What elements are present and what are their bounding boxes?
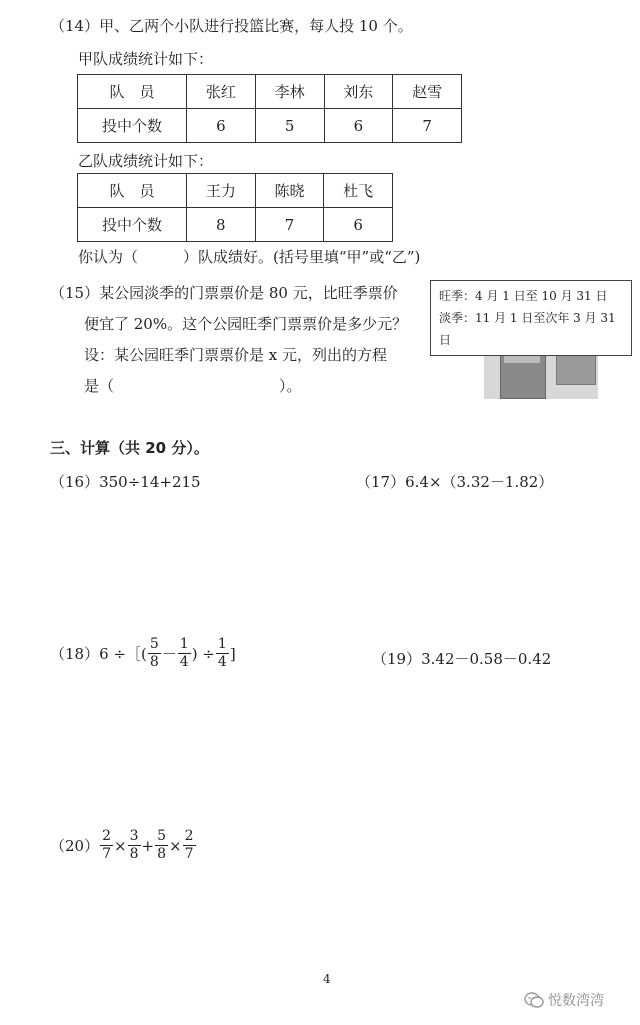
table-cell: 陈晓: [255, 174, 324, 208]
q20-prefix: （20）: [50, 837, 100, 855]
fraction: [184, 828, 195, 863]
team-a-label: 甲队成绩统计如下：: [78, 50, 214, 68]
minus-sign: －: [161, 645, 177, 663]
q14-answer-line: 你认为（ ）队成绩好。(括号里填“甲”或“乙”): [78, 248, 421, 266]
watermark: [524, 990, 604, 1010]
closing-bracket: ]: [229, 644, 236, 663]
section-3-title: 三、计算（共 20 分）。: [50, 439, 209, 457]
numerator: 5: [149, 636, 159, 652]
sign-peak-season: 旺季：4 月 1 日至 10 月 31 日: [439, 289, 608, 303]
team-b-label: 乙队成绩统计如下：: [78, 152, 214, 170]
times-sign: ×: [169, 836, 182, 855]
table-cell: 张红: [187, 75, 256, 109]
table-cell: 8: [187, 208, 256, 242]
denominator: 8: [129, 846, 139, 862]
q19: （19）3.42－0.58－0.42: [372, 650, 552, 668]
fraction: [129, 828, 140, 863]
denominator: 4: [217, 654, 227, 670]
q18-prefix: （18）6 ÷［(: [50, 645, 147, 663]
q18: [50, 636, 236, 671]
table-cell: 队 员: [78, 174, 187, 208]
sign-off-season: 淡季：11 月 1 日至次年 3 月 31 日: [439, 311, 616, 347]
q15-line1: （15）某公园淡季的门票票价是 80 元，比旺季票价: [50, 284, 398, 302]
q15-line4: 是（ ）。: [84, 377, 302, 395]
table-cell: 7: [393, 109, 462, 143]
q17: （17）6.4×（3.32－1.82）: [356, 473, 554, 491]
times-sign: ×: [114, 836, 127, 855]
table-row: [78, 174, 393, 208]
fraction: [217, 636, 228, 671]
numerator: 3: [129, 828, 139, 844]
table-cell: 5: [255, 109, 324, 143]
plus-sign: +: [141, 836, 155, 855]
table-cell: 刘东: [324, 75, 393, 109]
table-cell: 6: [187, 109, 256, 143]
q15-line2: 便宜了 20%。这个公园旺季门票票价是多少元？: [84, 315, 408, 333]
fraction: [149, 636, 160, 671]
season-sign: [430, 280, 632, 356]
team-a-table: [77, 74, 462, 143]
table-cell: 王力: [187, 174, 256, 208]
table-row: [78, 208, 393, 242]
table-cell: 队 员: [78, 75, 187, 109]
denominator: 4: [179, 654, 189, 670]
numerator: 1: [179, 636, 189, 652]
numerator: 2: [184, 828, 194, 844]
fraction: [156, 828, 167, 863]
table-cell: 投中个数: [78, 208, 187, 242]
table-cell: 6: [324, 109, 393, 143]
table-row: [78, 109, 462, 143]
denominator: 7: [102, 846, 112, 862]
team-b-table: [77, 173, 393, 242]
page-number: 4: [323, 972, 331, 986]
q14-title: （14）甲、乙两个小队进行投篮比赛，每人投 10 个。: [50, 17, 413, 35]
table-cell: 7: [255, 208, 324, 242]
numerator: 2: [102, 828, 112, 844]
watermark-text: 悦数湾湾: [548, 993, 604, 1009]
denominator: 8: [157, 846, 167, 862]
fraction: [101, 828, 112, 863]
table-cell: 投中个数: [78, 109, 187, 143]
denominator: 7: [184, 846, 194, 862]
divide-sign: ) ÷: [191, 644, 215, 663]
table-cell: 杜飞: [324, 174, 393, 208]
table-row: [78, 75, 462, 109]
table-cell: 6: [324, 208, 393, 242]
q16: （16）350÷14+215: [50, 473, 201, 491]
numerator: 1: [217, 636, 227, 652]
numerator: 5: [157, 828, 167, 844]
denominator: 8: [149, 654, 159, 670]
table-cell: 李林: [255, 75, 324, 109]
fraction: [179, 636, 190, 671]
table-cell: 赵雪: [393, 75, 462, 109]
wechat-icon: [524, 991, 544, 1009]
q15-line3: 设：某公园旺季门票票价是 x 元，列出的方程: [84, 346, 387, 364]
q20: [50, 828, 197, 863]
